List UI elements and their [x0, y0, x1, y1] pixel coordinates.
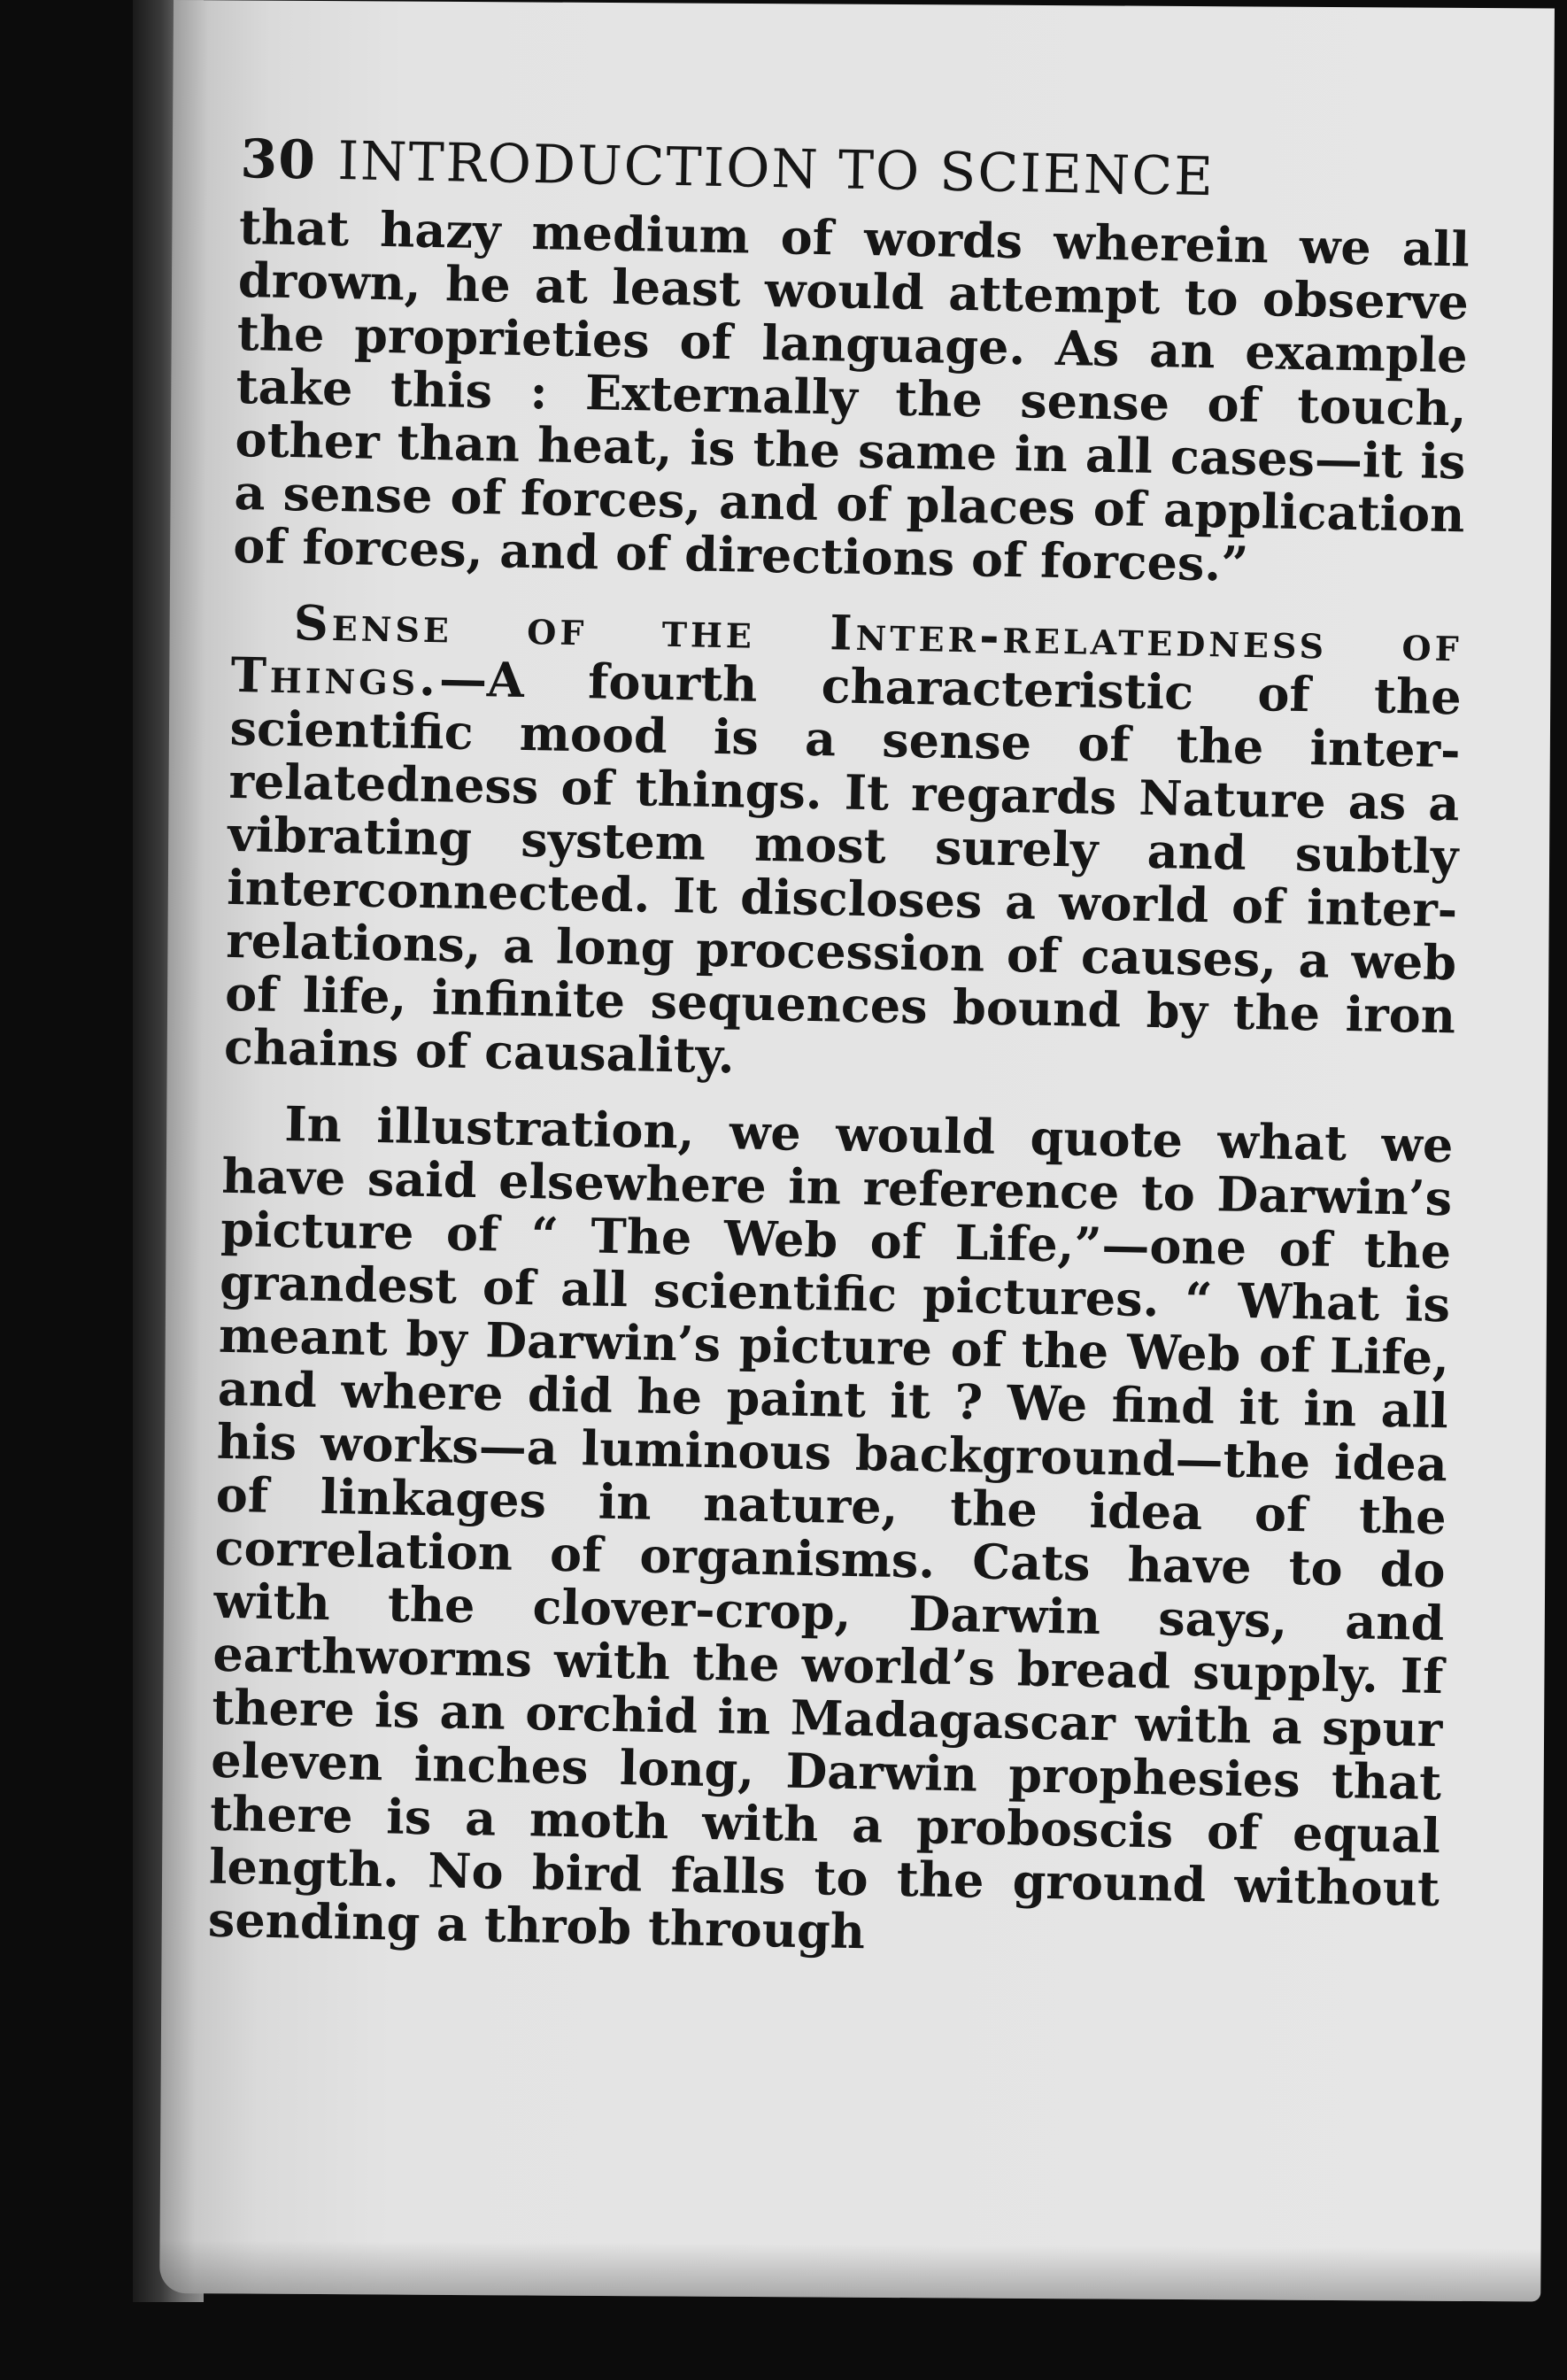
section-body: —A fourth characteristic of the scientific mood is a sense of the inter-relatedness of things. It regards Nature as a vibrating system most surely and subtly interconnected. It discloses a world of inter-relations, a long procession of causes, a web of life, infinite sequences bound by the iron chains of causality.	[223, 650, 1463, 1085]
running-head-title: INTRODUCTION TO SCIENCE	[336, 130, 1216, 209]
paragraph-continuation: that hazy medium of words wherein we all drown, he at least would attempt to observe the proprieties of language. As an example take this : Externally the sense of touch, other than heat, is the same in all cases—it is a sense of forces, and of places of application of forces, and of directions of forces.”	[232, 197, 1471, 592]
page-number: 30	[239, 128, 317, 192]
page-text	[207, 128, 1471, 1968]
section-heading: Sense of the Inter-relatedness of Things.	[230, 594, 1463, 707]
paragraph-inter-relatedness	[224, 595, 1463, 1095]
paragraph-web-of-life: In illustration, we would quote what we have said elsewhere in reference to Darwin’s picture of “ The Web of Life,”—one of the grandest of all scientific pictures. “ What is meant by Darwin’s picture of the Web of Life, and where did he paint it ? We find it in all his works—a luminous background—the idea of linkages in nature, the idea of the correlation of organisms. Cats have to do with the clover-crop, Darwin says, and earthworms with the world’s bread supply. If there is an orchid in Madagascar with a spur eleven inches long, Darwin prophesies that there is a moth with a proboscis of equal length. No bird falls to the ground without sending a throb through	[207, 1095, 1454, 1960]
